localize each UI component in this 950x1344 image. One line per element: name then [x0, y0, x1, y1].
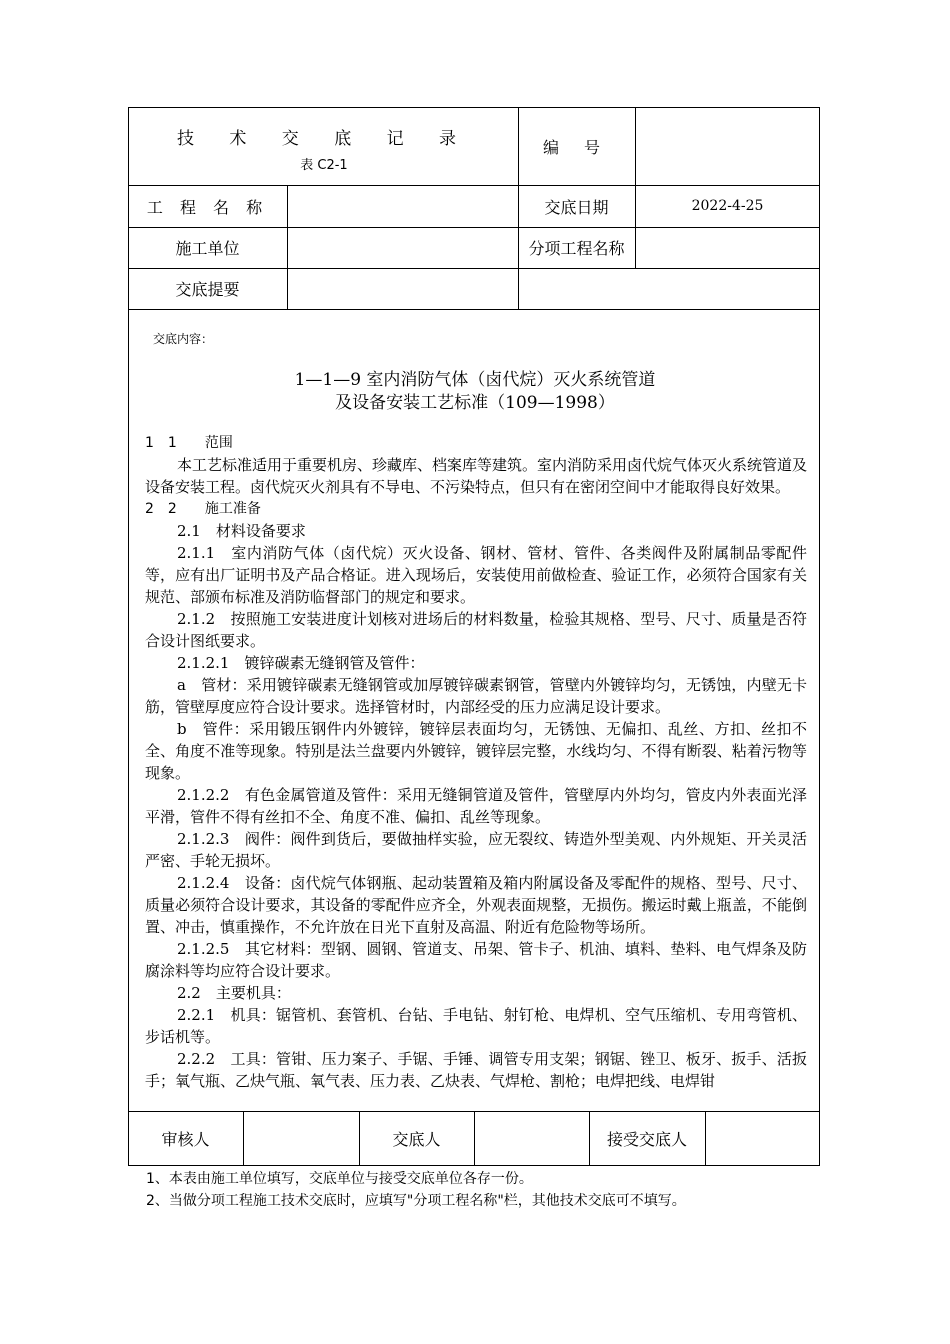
- constructor-value[interactable]: [287, 227, 518, 268]
- section-heading: 1 1 范围: [145, 435, 233, 451]
- content-paragraph: 2.2.1 机具：锯管机、套管机、台钻、手电钻、射钉枪、电焊机、空气压缩机、专用弯管机、步话机等。: [145, 1006, 807, 1046]
- document-title-line1: 1—1—9 室内消防气体（卤代烷）灭火系统管道: [294, 370, 656, 390]
- receiver-label: 接受交底人: [606, 1130, 687, 1149]
- subproject-label: 分项工程名称: [528, 239, 625, 258]
- discloser-label: 交底人: [392, 1130, 441, 1149]
- content-paragraph: 2.2 主要机具：: [177, 984, 291, 1002]
- summary-label: 交底提要: [175, 280, 240, 299]
- form-number: 表 C2-1: [300, 158, 348, 173]
- subproject-value[interactable]: [635, 227, 820, 268]
- project-name-value[interactable]: [287, 185, 518, 227]
- reviewer-label: 审核人: [161, 1130, 210, 1149]
- content-paragraph: 2.1.2 按照施工安装进度计划核对进场后的材料数量，检验其规格、型号、尺寸、质量是否符合设计图纸要求。: [145, 610, 807, 650]
- content-paragraph: 2.1.2.5 其它材料：型钢、圆钢、管道支、吊架、管卡子、机油、填料、垫料、电气焊条及防腐涂料等均应符合设计要求。: [145, 940, 807, 980]
- document-title-line2: 及设备安装工艺标准（109—1998）: [335, 393, 615, 413]
- content-paragraph: 2.2.2 工具：管钳、压力案子、手锯、手锤、调管专用支架；钢锯、锉卫、板牙、扳手、活扳手；氧气瓶、乙炔气瓶、氧气表、压力表、乙炔表、气焊枪、割枪；电焊把线、电焊钳: [145, 1050, 807, 1090]
- footnote-2: 2、当做分项工程施工技术交底时，应填写"分项工程名称"栏，其他技术交底可不填写。: [146, 1193, 686, 1209]
- summary-value[interactable]: [287, 268, 820, 309]
- footnote-1: 1、本表由施工单位填写，交底单位与接受交底单位各存一份。: [146, 1171, 533, 1187]
- content-paragraph: b 管件：采用锻压钢件内外镀锌，镀锌层表面均匀，无锈蚀、无偏扣、乱丝、方扣、丝扣不全、角度不准等现象。特别是法兰盘要内外镀锌，镀锌层完整，水线均匀、不得有断裂、粘着污物等现象。: [145, 720, 807, 782]
- receiver-value[interactable]: [705, 1111, 820, 1166]
- project-name-label: 工 程 名 称: [146, 197, 269, 217]
- content-paragraph: 2.1.2.4 设备：卤代烷气体钢瓶、起动装置箱及箱内附属设备及零配件的规格、型号、尺寸、质量必须符合设计要求，其设备的零配件应齐全，外观表面规整，无损伤。搬运时戴上瓶盖，不能倒置、冲击，慎重操作，不允许放在日光下直射及高温、附近有危险物等场所。: [145, 874, 807, 936]
- content-paragraph: a 管材：采用镀锌碳素无缝钢管或加厚镀锌碳素钢管，管壁内外镀锌均匀，无锈蚀，内壁无卡筋，管壁厚度应符合设计要求。选择管材时，内部经受的压力应满足设计要求。: [145, 676, 807, 716]
- disclosure-date-label: 交底日期: [544, 197, 609, 217]
- reviewer-value[interactable]: [243, 1111, 359, 1166]
- disclosure-date-value[interactable]: 2022-4-25: [691, 198, 764, 214]
- discloser-value[interactable]: [474, 1111, 589, 1166]
- content-paragraph: 2.1 材料设备要求: [177, 522, 306, 540]
- content-paragraph: 2.1.1 室内消防气体（卤代烷）灭火设备、钢材、管材、管件、各类阀件及附属制品零配件等，应有出厂证明书及产品合格证。进入现场后，安装使用前做检查、验证工作，必须符合国家有关规范、部颁布标准及消防临督部门的规定和要求。: [145, 544, 807, 606]
- constructor-label: 施工单位: [175, 239, 240, 258]
- row-divider: [128, 309, 820, 310]
- section-heading: 2 2 施工准备: [145, 501, 261, 517]
- content-paragraph: 2.1.2.2 有色金属管道及管件：采用无缝铜管道及管件，管壁厚内外均匀，管皮内外表面光泽平滑，管件不得有丝扣不全、角度不准、偏扣、乱丝等现象。: [145, 786, 807, 826]
- number-label: 编 号: [542, 137, 611, 157]
- number-value[interactable]: [635, 107, 820, 185]
- content-label: 交底内容：: [153, 332, 214, 346]
- content-body: [145, 432, 807, 1112]
- form-title: 技 术 交 底 记 录: [176, 129, 472, 149]
- content-paragraph: 本工艺标准适用于重要机房、珍藏库、档案库等建筑。室内消防采用卤代烷气体灭火系统管道及设备安装工程。卤代烷灭火剂具有不导电、不污染特点，但只有在密闭空间中才能取得良好效果。: [145, 456, 807, 496]
- content-paragraph: 2.1.2.3 阀件：阀件到货后，要做抽样实验，应无裂纹、铸造外型美观、内外规矩、开关灵活严密、手轮无损坏。: [145, 830, 807, 870]
- content-paragraph: 2.1.2.1 镀锌碳素无缝钢管及管件：: [177, 654, 425, 672]
